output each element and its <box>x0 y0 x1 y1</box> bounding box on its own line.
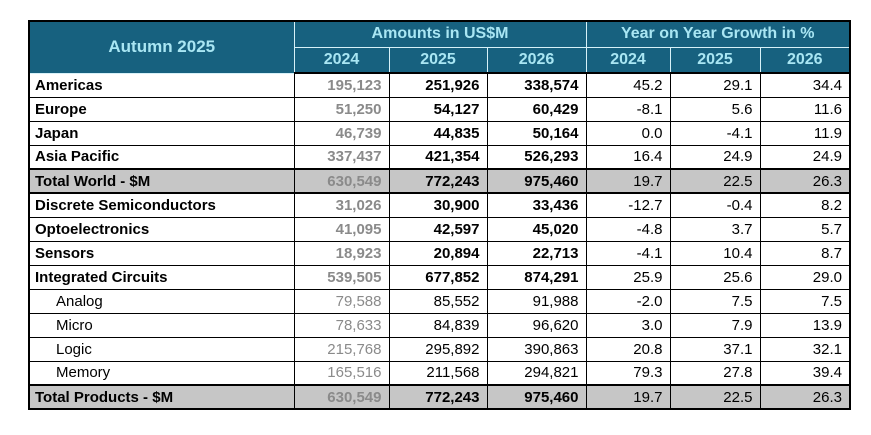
growth-2025: 24.9 <box>670 145 760 169</box>
growth-2026: 34.4 <box>760 73 850 97</box>
growth-2024: 20.8 <box>586 337 670 361</box>
table-row <box>29 361 850 385</box>
header-amount-year-2025: 2025 <box>389 47 487 73</box>
row-label: Europe <box>29 97 294 121</box>
amount-2024: 78,633 <box>294 313 389 337</box>
amount-2025: 772,243 <box>389 169 487 193</box>
amount-2025: 295,892 <box>389 337 487 361</box>
amount-2024: 51,250 <box>294 97 389 121</box>
amount-2026: 874,291 <box>487 265 586 289</box>
growth-2025: 3.7 <box>670 217 760 241</box>
amount-2025: 772,243 <box>389 385 487 409</box>
table-row <box>29 385 850 409</box>
table-row <box>29 97 850 121</box>
header-amount-year-2026: 2026 <box>487 47 586 73</box>
growth-2025: 37.1 <box>670 337 760 361</box>
table-row <box>29 289 850 313</box>
amount-2026: 33,436 <box>487 193 586 217</box>
growth-2024: 0.0 <box>586 121 670 145</box>
growth-2025: 22.5 <box>670 169 760 193</box>
amount-2026: 338,574 <box>487 73 586 97</box>
growth-2024: -12.7 <box>586 193 670 217</box>
row-label: Micro <box>29 313 294 337</box>
header-season-label: Autumn 2025 <box>29 21 294 73</box>
growth-2024: 19.7 <box>586 169 670 193</box>
growth-2026: 26.3 <box>760 169 850 193</box>
amount-2025: 20,894 <box>389 241 487 265</box>
amount-2025: 54,127 <box>389 97 487 121</box>
amount-2024: 630,549 <box>294 385 389 409</box>
row-label: Analog <box>29 289 294 313</box>
growth-2025: 5.6 <box>670 97 760 121</box>
growth-2025: 22.5 <box>670 385 760 409</box>
table-row <box>29 169 850 193</box>
growth-2024: 3.0 <box>586 313 670 337</box>
growth-2024: 45.2 <box>586 73 670 97</box>
growth-2024: 25.9 <box>586 265 670 289</box>
growth-2025: 7.9 <box>670 313 760 337</box>
table-row <box>29 121 850 145</box>
growth-2026: 11.9 <box>760 121 850 145</box>
amount-2026: 975,460 <box>487 169 586 193</box>
amount-2024: 337,437 <box>294 145 389 169</box>
growth-2024: 19.7 <box>586 385 670 409</box>
amount-2024: 46,739 <box>294 121 389 145</box>
growth-2025: -0.4 <box>670 193 760 217</box>
amount-2025: 44,835 <box>389 121 487 145</box>
amount-2025: 85,552 <box>389 289 487 313</box>
table-row <box>29 241 850 265</box>
amount-2024: 79,588 <box>294 289 389 313</box>
row-label: Total World - $M <box>29 169 294 193</box>
growth-2024: -4.1 <box>586 241 670 265</box>
amount-2026: 96,620 <box>487 313 586 337</box>
growth-2026: 26.3 <box>760 385 850 409</box>
growth-2024: -2.0 <box>586 289 670 313</box>
amount-2026: 975,460 <box>487 385 586 409</box>
row-label: Integrated Circuits <box>29 265 294 289</box>
amount-2026: 50,164 <box>487 121 586 145</box>
growth-2026: 7.5 <box>760 289 850 313</box>
amount-2026: 22,713 <box>487 241 586 265</box>
amount-2026: 526,293 <box>487 145 586 169</box>
growth-2026: 39.4 <box>760 361 850 385</box>
amount-2025: 84,839 <box>389 313 487 337</box>
row-label: Americas <box>29 73 294 97</box>
row-label: Logic <box>29 337 294 361</box>
amount-2024: 18,923 <box>294 241 389 265</box>
growth-2025: 25.6 <box>670 265 760 289</box>
amount-2025: 421,354 <box>389 145 487 169</box>
row-label: Japan <box>29 121 294 145</box>
row-label: Memory <box>29 361 294 385</box>
growth-2026: 11.6 <box>760 97 850 121</box>
header-growth-year-2024: 2024 <box>586 47 670 73</box>
amount-2026: 390,863 <box>487 337 586 361</box>
amount-2024: 31,026 <box>294 193 389 217</box>
growth-2026: 24.9 <box>760 145 850 169</box>
growth-2025: 29.1 <box>670 73 760 97</box>
amount-2026: 60,429 <box>487 97 586 121</box>
amount-2024: 215,768 <box>294 337 389 361</box>
amount-2025: 211,568 <box>389 361 487 385</box>
growth-2025: 7.5 <box>670 289 760 313</box>
row-label: Asia Pacific <box>29 145 294 169</box>
amount-2024: 539,505 <box>294 265 389 289</box>
growth-2026: 5.7 <box>760 217 850 241</box>
row-label: Discrete Semiconductors <box>29 193 294 217</box>
amount-2025: 677,852 <box>389 265 487 289</box>
amount-2024: 165,516 <box>294 361 389 385</box>
amount-2024: 41,095 <box>294 217 389 241</box>
table-body <box>29 73 850 409</box>
header-growth-year-2025: 2025 <box>670 47 760 73</box>
table-row <box>29 145 850 169</box>
amount-2026: 294,821 <box>487 361 586 385</box>
header-amounts-group: Amounts in US$M <box>294 21 586 47</box>
header-amount-year-2024: 2024 <box>294 47 389 73</box>
growth-2024: -8.1 <box>586 97 670 121</box>
growth-2026: 29.0 <box>760 265 850 289</box>
growth-2026: 32.1 <box>760 337 850 361</box>
growth-2024: -4.8 <box>586 217 670 241</box>
header-growth-group: Year on Year Growth in % <box>586 21 850 47</box>
table-row <box>29 265 850 289</box>
growth-2025: 10.4 <box>670 241 760 265</box>
amount-2025: 30,900 <box>389 193 487 217</box>
amount-2025: 251,926 <box>389 73 487 97</box>
amount-2024: 630,549 <box>294 169 389 193</box>
growth-2025: 27.8 <box>670 361 760 385</box>
growth-2024: 79.3 <box>586 361 670 385</box>
table-row <box>29 193 850 217</box>
row-label: Sensors <box>29 241 294 265</box>
growth-2026: 13.9 <box>760 313 850 337</box>
table-row <box>29 337 850 361</box>
amount-2025: 42,597 <box>389 217 487 241</box>
growth-2025: -4.1 <box>670 121 760 145</box>
header-growth-year-2026: 2026 <box>760 47 850 73</box>
table-row <box>29 313 850 337</box>
growth-2026: 8.7 <box>760 241 850 265</box>
row-label: Total Products - $M <box>29 385 294 409</box>
growth-2024: 16.4 <box>586 145 670 169</box>
growth-2026: 8.2 <box>760 193 850 217</box>
table-row <box>29 217 850 241</box>
forecast-table <box>28 20 851 410</box>
amount-2026: 45,020 <box>487 217 586 241</box>
amount-2026: 91,988 <box>487 289 586 313</box>
table-header <box>29 21 850 73</box>
row-label: Optoelectronics <box>29 217 294 241</box>
table-row <box>29 73 850 97</box>
amount-2024: 195,123 <box>294 73 389 97</box>
